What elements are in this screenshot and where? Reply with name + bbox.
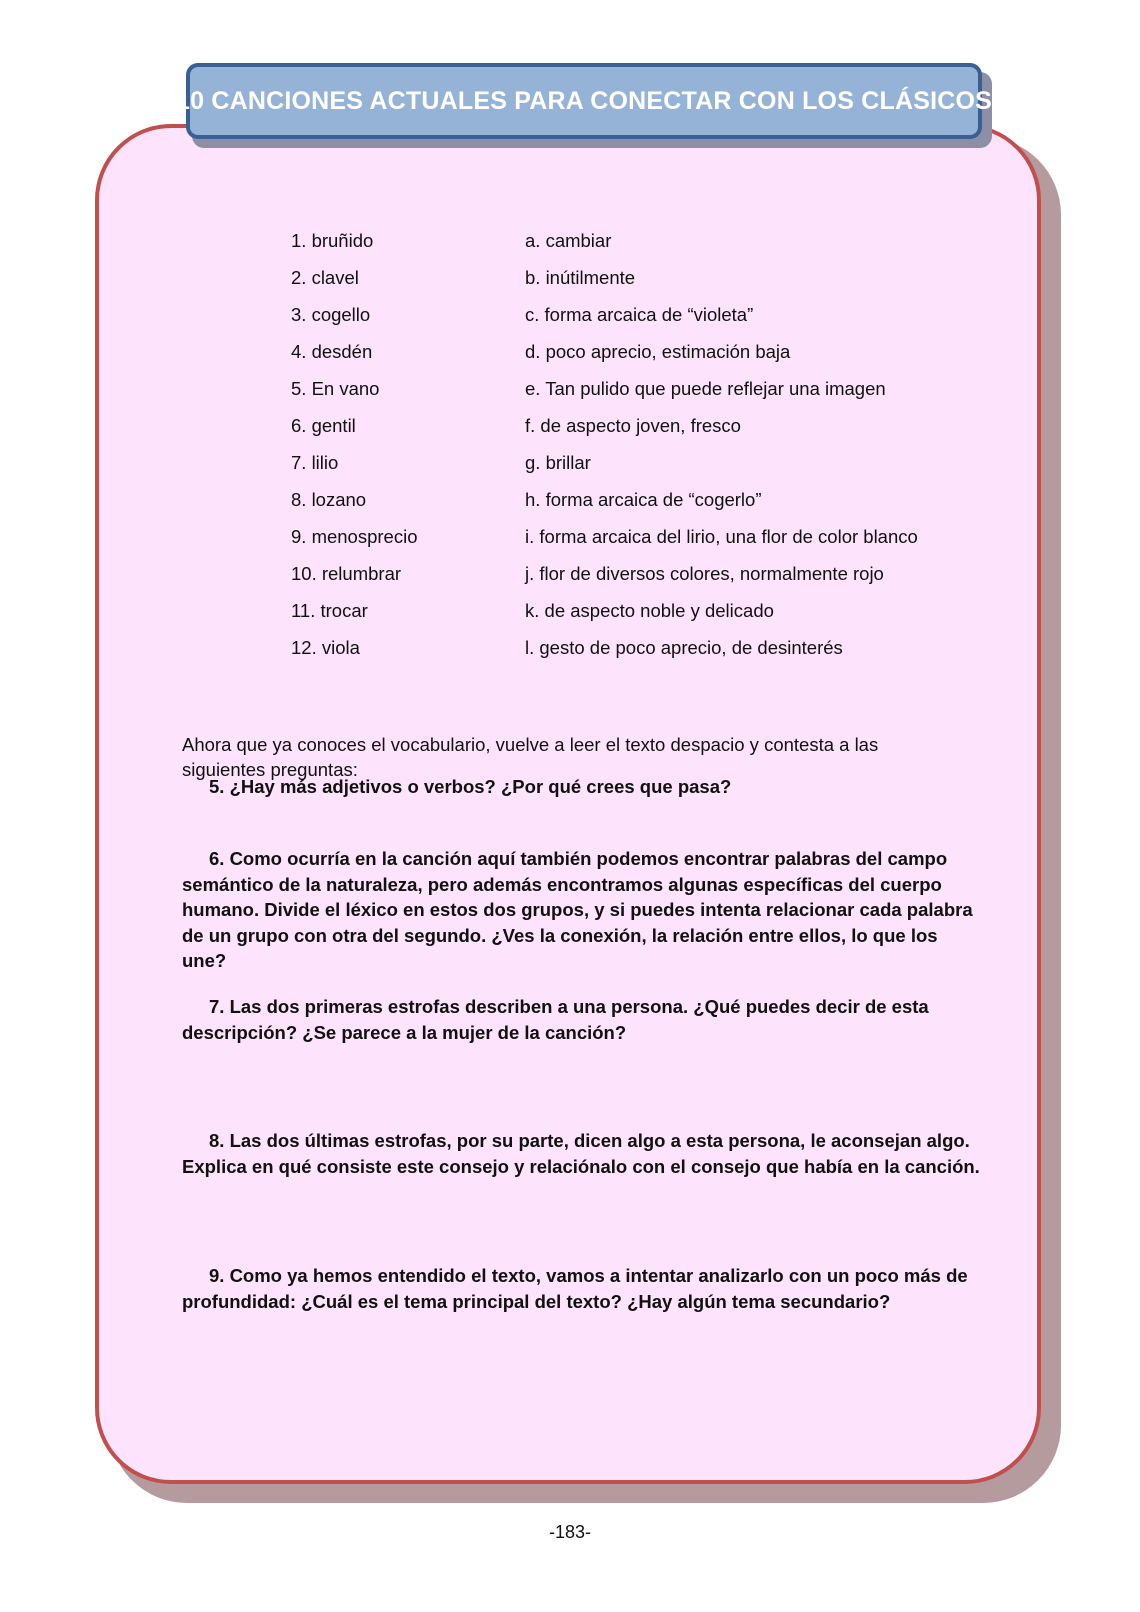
- question-7: 7. Las dos primeras estrofas describen a una persona. ¿Qué puedes decir de esta descripción? ¿Se parece a la mujer de la canción?: [182, 996, 929, 1043]
- vocabulary-word: 2. clavel: [291, 267, 359, 288]
- vocabulary-row: [291, 526, 991, 563]
- vocabulary-definition: j. flor de diversos colores, normalmente rojo: [525, 563, 884, 584]
- vocabulary-row: [291, 452, 991, 489]
- vocabulary-row: [291, 563, 991, 600]
- intro-paragraph: Ahora que ya conoces el vocabulario, vuelve a leer el texto despacio y contesta a las siguientes preguntas:: [182, 733, 879, 780]
- vocabulary-row: [291, 637, 991, 674]
- title-banner: [176, 63, 993, 139]
- vocabulary-word: 7. lilio: [291, 452, 339, 473]
- vocabulary-row: [291, 378, 991, 415]
- vocabulary-definition: g. brillar: [525, 452, 591, 473]
- vocabulary-row: [291, 341, 991, 378]
- vocabulary-word: 12. viola: [291, 637, 360, 658]
- vocabulary-definition: k. de aspecto noble y delicado: [525, 600, 774, 621]
- page-number: -183-: [548, 1522, 592, 1542]
- vocabulary-definition: a. cambiar: [525, 230, 612, 251]
- vocabulary-word: 8. lozano: [291, 489, 367, 510]
- vocabulary-definition: i. forma arcaica del lirio, una flor de color blanco: [525, 526, 918, 547]
- vocabulary-definition: c. forma arcaica de “violeta”: [525, 304, 754, 325]
- question-6: 6. Como ocurría en la canción aquí también podemos encontrar palabras del campo semántico de la naturaleza, pero además encontramos algunas específicas del cuerpo humano. Divide el léxico en estos dos grupos, y si puedes intenta relacionar cada palabra de un grupo con otra del segundo. ¿Ves la conexión, la relación entre ellos, lo que los une?: [182, 848, 973, 971]
- question-5: 5. ¿Hay más adjetivos o verbos? ¿Por qué crees que pasa?: [209, 776, 732, 797]
- vocabulary-definition: h. forma arcaica de “cogerlo”: [525, 489, 762, 510]
- question-9: 9. Como ya hemos entendido el texto, vamos a intentar analizarlo con un poco más de profundidad: ¿Cuál es el tema principal del texto? ¿Hay algún tema secundario?: [182, 1265, 968, 1312]
- vocabulary-definition: e. Tan pulido que puede reflejar una imagen: [525, 378, 886, 399]
- vocabulary-word: 11. trocar: [291, 600, 368, 621]
- vocabulary-list: [291, 230, 991, 674]
- question-8: 8. Las dos últimas estrofas, por su parte, dicen algo a esta persona, le aconsejan algo. Explica en qué consiste este consejo y relaciónalo con el consejo que había en la canción.: [182, 1130, 980, 1177]
- vocabulary-word: 10. relumbrar: [291, 563, 402, 584]
- vocabulary-row: [291, 600, 991, 637]
- vocabulary-word: 3. cogello: [291, 304, 371, 325]
- vocabulary-row: [291, 489, 991, 526]
- vocabulary-row: [291, 415, 991, 452]
- vocabulary-definition: f. de aspecto joven, fresco: [525, 415, 741, 436]
- vocabulary-definition: b. inútilmente: [525, 267, 636, 288]
- vocabulary-definition: d. poco aprecio, estimación baja: [525, 341, 791, 362]
- vocabulary-word: 1. bruñido: [291, 230, 374, 251]
- vocabulary-word: 5. En vano: [291, 378, 380, 399]
- vocabulary-word: 4. desdén: [291, 341, 373, 362]
- vocabulary-definition: l. gesto de poco aprecio, de desinterés: [525, 637, 843, 658]
- vocabulary-row: [291, 230, 991, 267]
- page-title: 10 CANCIONES ACTUALES PARA CONECTAR CON LOS CLÁSICOS: [176, 86, 993, 115]
- vocabulary-word: 9. menosprecio: [291, 526, 418, 547]
- vocabulary-row: [291, 304, 991, 341]
- vocabulary-row: [291, 267, 991, 304]
- vocabulary-word: 6. gentil: [291, 415, 356, 436]
